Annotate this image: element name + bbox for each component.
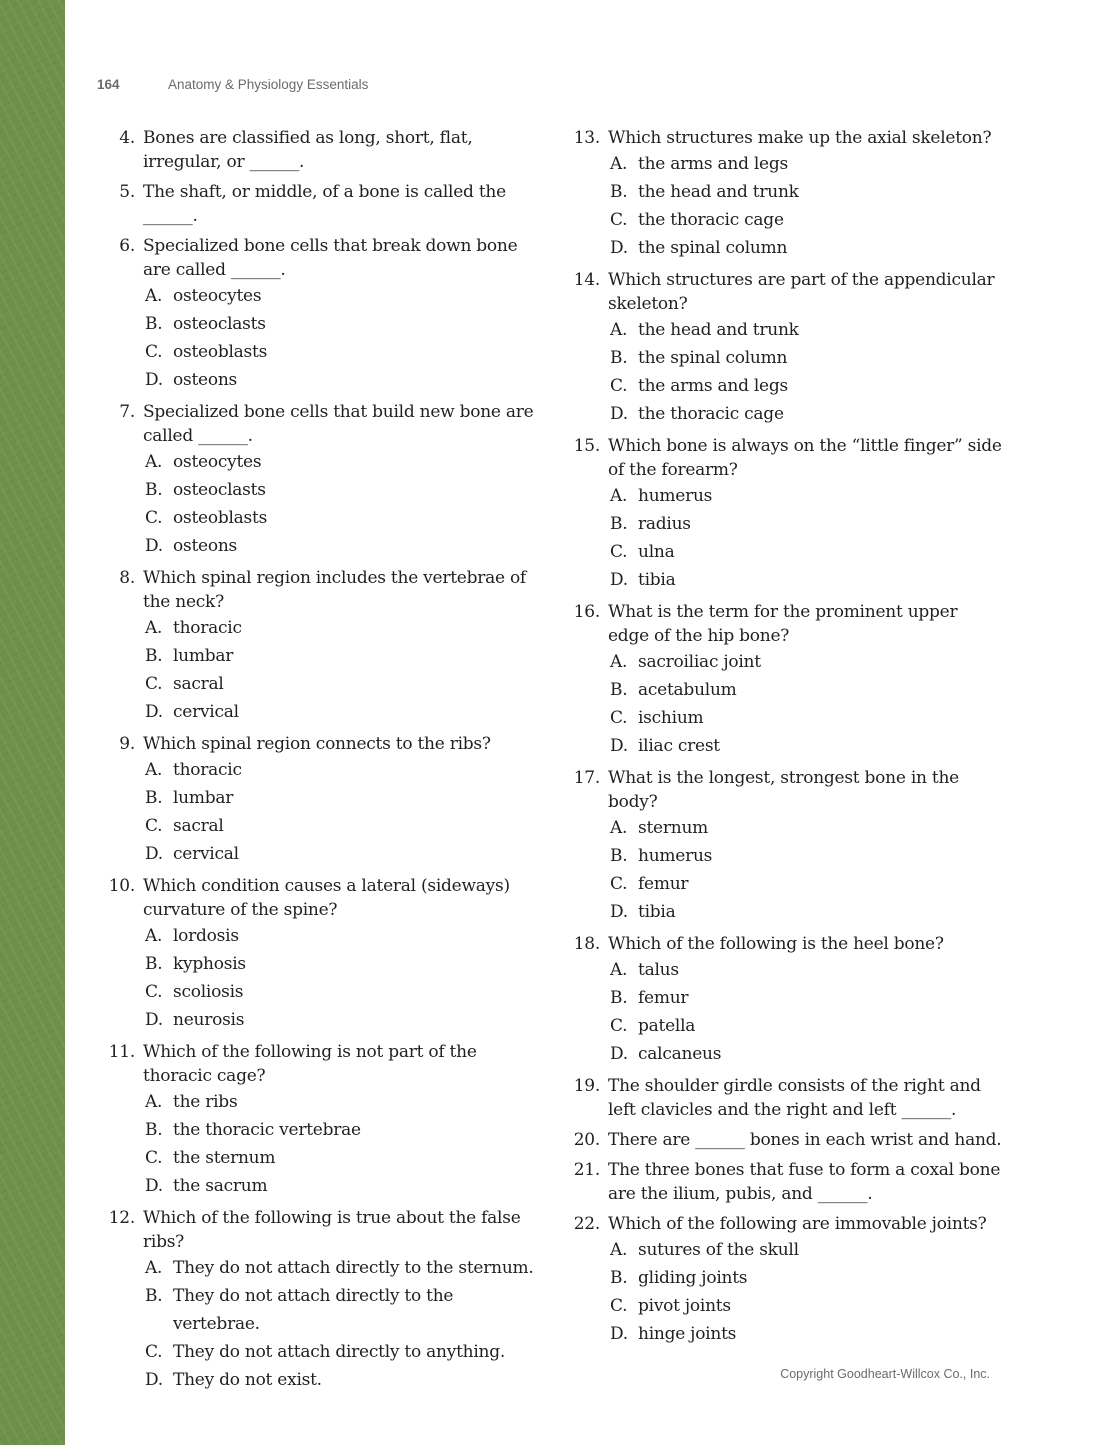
option-text: the spinal column — [638, 348, 788, 368]
answer-option — [97, 1254, 537, 1282]
answer-option — [562, 316, 1002, 344]
answer-options — [562, 956, 1002, 1068]
option-letter: B. — [145, 1286, 163, 1306]
question-text: Specialized bone cells that build new bone are called ______. — [143, 402, 534, 446]
answer-option — [97, 812, 537, 840]
option-letter: C. — [610, 1016, 628, 1036]
option-text: lordosis — [173, 926, 239, 946]
question-stem — [562, 126, 1002, 150]
option-text: sacral — [173, 674, 224, 694]
answer-option — [562, 400, 1002, 428]
question-item — [97, 874, 537, 1034]
option-letter: A. — [610, 154, 628, 174]
option-letter: A. — [610, 486, 628, 506]
answer-option — [562, 814, 1002, 842]
copyright-footer: Copyright Goodheart-Willcox Co., Inc. — [780, 1367, 990, 1381]
question-item — [97, 566, 537, 726]
answer-option — [97, 614, 537, 642]
answer-option — [97, 1088, 537, 1116]
answer-option — [97, 1116, 537, 1144]
question-number: 17. — [573, 768, 600, 788]
question-stem — [97, 732, 537, 756]
option-text: tibia — [638, 902, 676, 922]
option-text: iliac crest — [638, 736, 720, 756]
option-text: osteons — [173, 536, 238, 556]
option-text: sacroiliac joint — [638, 652, 761, 672]
answer-option — [97, 840, 537, 868]
question-number: 19. — [573, 1076, 600, 1096]
option-text: scoliosis — [173, 982, 244, 1002]
question-item — [562, 1128, 1002, 1152]
option-letter: B. — [145, 646, 163, 666]
option-letter: C. — [145, 1342, 163, 1362]
option-letter: B. — [610, 514, 628, 534]
option-text: the ribs — [173, 1092, 238, 1112]
answer-option — [562, 206, 1002, 234]
option-text: lumbar — [173, 788, 234, 808]
option-text: osteons — [173, 370, 238, 390]
question-number: 5. — [119, 182, 135, 202]
option-text: They do not attach directly to the sternum. — [173, 1258, 534, 1278]
question-text: The shaft, or middle, of a bone is called the ______. — [143, 182, 506, 226]
option-text: osteocytes — [173, 286, 262, 306]
option-text: humerus — [638, 846, 713, 866]
answer-options — [97, 1254, 537, 1394]
question-item — [97, 126, 537, 174]
question-stem — [97, 400, 537, 448]
question-stem — [97, 566, 537, 614]
answer-option — [97, 448, 537, 476]
option-text: the arms and legs — [638, 376, 788, 396]
answer-option — [97, 1006, 537, 1034]
option-letter: D. — [145, 370, 163, 390]
answer-option — [97, 1338, 537, 1366]
option-text: osteocytes — [173, 452, 262, 472]
answer-option — [562, 870, 1002, 898]
option-text: sutures of the skull — [638, 1240, 799, 1260]
option-letter: D. — [610, 736, 628, 756]
question-number: 20. — [573, 1130, 600, 1150]
book-title: Anatomy & Physiology Essentials — [168, 77, 369, 92]
option-letter: B. — [145, 788, 163, 808]
answer-option — [97, 1282, 537, 1338]
question-number: 11. — [108, 1042, 135, 1062]
answer-options — [97, 1088, 537, 1200]
option-letter: C. — [145, 816, 163, 836]
question-stem — [97, 126, 537, 174]
option-letter: D. — [610, 902, 628, 922]
answer-options — [562, 150, 1002, 262]
answer-option — [562, 482, 1002, 510]
option-letter: D. — [145, 702, 163, 722]
answer-option — [97, 366, 537, 394]
page-number: 164 — [97, 77, 120, 92]
option-letter: B. — [610, 182, 628, 202]
answer-option — [97, 504, 537, 532]
option-letter: A. — [145, 286, 163, 306]
option-text: the arms and legs — [638, 154, 788, 174]
question-stem — [97, 874, 537, 922]
answer-option — [562, 234, 1002, 262]
answer-option — [97, 978, 537, 1006]
question-number: 22. — [573, 1214, 600, 1234]
right-column — [562, 126, 1002, 1354]
question-number: 9. — [119, 734, 135, 754]
option-letter: D. — [610, 570, 628, 590]
running-header — [97, 77, 368, 95]
answer-option — [562, 1040, 1002, 1068]
question-number: 13. — [573, 128, 600, 148]
option-text: neurosis — [173, 1010, 245, 1030]
question-text: Which structures make up the axial skeleton? — [608, 128, 992, 148]
question-text: Which of the following is the heel bone? — [608, 934, 944, 954]
option-letter: C. — [145, 1148, 163, 1168]
option-letter: A. — [145, 618, 163, 638]
question-text: Which of the following is true about the false ribs? — [143, 1208, 521, 1252]
option-letter: A. — [145, 926, 163, 946]
option-letter: B. — [145, 1120, 163, 1140]
option-letter: A. — [145, 1092, 163, 1112]
option-letter: C. — [145, 674, 163, 694]
option-letter: A. — [610, 652, 628, 672]
option-letter: A. — [610, 818, 628, 838]
option-letter: A. — [610, 320, 628, 340]
question-item — [562, 1212, 1002, 1348]
option-letter: B. — [610, 846, 628, 866]
option-letter: C. — [610, 542, 628, 562]
answer-option — [97, 950, 537, 978]
answer-option — [97, 642, 537, 670]
option-text: They do not attach directly to anything. — [173, 1342, 506, 1362]
answer-option — [562, 956, 1002, 984]
option-letter: D. — [145, 1370, 163, 1390]
question-item — [562, 932, 1002, 1068]
question-stem — [562, 932, 1002, 956]
option-text: tibia — [638, 570, 676, 590]
answer-options — [97, 614, 537, 726]
answer-option — [97, 476, 537, 504]
question-item — [562, 434, 1002, 594]
answer-option — [562, 372, 1002, 400]
question-number: 8. — [119, 568, 135, 588]
option-text: They do not exist. — [173, 1370, 322, 1390]
question-stem — [97, 234, 537, 282]
option-letter: D. — [610, 404, 628, 424]
answer-option — [562, 704, 1002, 732]
question-text: Which spinal region includes the vertebrae of the neck? — [143, 568, 526, 612]
option-letter: A. — [610, 960, 628, 980]
answer-options — [562, 648, 1002, 760]
option-text: cervical — [173, 844, 239, 864]
option-letter: C. — [610, 708, 628, 728]
option-text: sternum — [638, 818, 709, 838]
answer-option — [562, 566, 1002, 594]
question-number: 12. — [108, 1208, 135, 1228]
option-text: osteoblasts — [173, 342, 268, 362]
option-letter: B. — [145, 480, 163, 500]
answer-option — [562, 648, 1002, 676]
option-letter: D. — [610, 1044, 628, 1064]
option-letter: D. — [145, 844, 163, 864]
question-stem — [562, 600, 1002, 648]
question-stem — [562, 434, 1002, 482]
option-letter: C. — [610, 376, 628, 396]
answer-option — [562, 898, 1002, 926]
option-text: thoracic — [173, 618, 242, 638]
option-text: humerus — [638, 486, 713, 506]
question-text: Which structures are part of the appendicular skeleton? — [608, 270, 995, 314]
option-text: They do not attach directly to the vertebrae. — [173, 1286, 454, 1334]
option-letter: B. — [610, 680, 628, 700]
answer-option — [562, 842, 1002, 870]
option-text: ischium — [638, 708, 704, 728]
answer-option — [562, 676, 1002, 704]
answer-option — [97, 922, 537, 950]
option-text: gliding joints — [638, 1268, 748, 1288]
answer-option — [97, 310, 537, 338]
question-number: 15. — [573, 436, 600, 456]
answer-option — [562, 538, 1002, 566]
answer-option — [562, 344, 1002, 372]
option-letter: D. — [145, 536, 163, 556]
answer-option — [562, 510, 1002, 538]
option-text: the thoracic cage — [638, 404, 784, 424]
question-item — [97, 180, 537, 228]
option-letter: D. — [145, 1176, 163, 1196]
question-stem — [562, 1074, 1002, 1122]
option-text: the head and trunk — [638, 182, 799, 202]
answer-option — [97, 532, 537, 560]
option-letter: C. — [145, 982, 163, 1002]
option-letter: B. — [145, 314, 163, 334]
question-text: What is the term for the prominent upper edge of the hip bone? — [608, 602, 958, 646]
option-letter: C. — [610, 874, 628, 894]
question-text: Bones are classified as long, short, flat, irregular, or ______. — [143, 128, 473, 172]
option-letter: A. — [145, 452, 163, 472]
answer-option — [562, 150, 1002, 178]
option-text: pivot joints — [638, 1296, 731, 1316]
option-letter: A. — [145, 760, 163, 780]
answer-options — [97, 922, 537, 1034]
green-page-edge — [0, 0, 65, 1445]
question-item — [97, 732, 537, 868]
question-item — [562, 268, 1002, 428]
question-text: There are ______ bones in each wrist and hand. — [608, 1130, 1002, 1150]
question-number: 18. — [573, 934, 600, 954]
question-number: 10. — [108, 876, 135, 896]
question-number: 7. — [119, 402, 135, 422]
answer-option — [97, 1366, 537, 1394]
option-text: talus — [638, 960, 679, 980]
answer-option — [97, 1172, 537, 1200]
option-letter: C. — [145, 508, 163, 528]
question-item — [562, 1158, 1002, 1206]
question-stem — [97, 180, 537, 228]
option-letter: B. — [610, 988, 628, 1008]
answer-option — [562, 1320, 1002, 1348]
option-text: femur — [638, 988, 689, 1008]
option-text: the thoracic vertebrae — [173, 1120, 361, 1140]
answer-option — [562, 984, 1002, 1012]
question-number: 16. — [573, 602, 600, 622]
option-text: thoracic — [173, 760, 242, 780]
option-text: acetabulum — [638, 680, 737, 700]
option-letter: B. — [610, 1268, 628, 1288]
answer-option — [97, 282, 537, 310]
option-text: hinge joints — [638, 1324, 737, 1344]
option-text: the sacrum — [173, 1176, 268, 1196]
answer-option — [562, 178, 1002, 206]
answer-option — [97, 670, 537, 698]
answer-option — [562, 1236, 1002, 1264]
question-number: 6. — [119, 236, 135, 256]
answer-options — [97, 282, 537, 394]
option-letter: D. — [610, 238, 628, 258]
option-text: the sternum — [173, 1148, 276, 1168]
option-text: lumbar — [173, 646, 234, 666]
left-column — [97, 126, 537, 1400]
option-text: osteoblasts — [173, 508, 268, 528]
option-text: calcaneus — [638, 1044, 722, 1064]
option-text: the spinal column — [638, 238, 788, 258]
answer-options — [562, 316, 1002, 428]
answer-option — [562, 1012, 1002, 1040]
option-text: patella — [638, 1016, 696, 1036]
answer-options — [562, 814, 1002, 926]
question-stem — [562, 1128, 1002, 1152]
question-item — [562, 600, 1002, 760]
question-number: 21. — [573, 1160, 600, 1180]
question-text: The shoulder girdle consists of the right and left clavicles and the right and left ______. — [608, 1076, 981, 1120]
question-text: The three bones that fuse to form a coxal bone are the ilium, pubis, and ______. — [608, 1160, 1001, 1204]
question-text: Which of the following is not part of the thoracic cage? — [143, 1042, 477, 1086]
answer-option — [97, 1144, 537, 1172]
question-text: Which bone is always on the “little finger” side of the forearm? — [608, 436, 1002, 480]
option-text: the head and trunk — [638, 320, 799, 340]
option-text: femur — [638, 874, 689, 894]
answer-option — [562, 732, 1002, 760]
question-number: 14. — [573, 270, 600, 290]
question-stem — [97, 1040, 537, 1088]
answer-option — [97, 784, 537, 812]
question-stem — [562, 1158, 1002, 1206]
question-item — [562, 126, 1002, 262]
answer-option — [562, 1264, 1002, 1292]
answer-option — [562, 1292, 1002, 1320]
question-item — [97, 1040, 537, 1200]
question-text: What is the longest, strongest bone in the body? — [608, 768, 959, 812]
option-letter: A. — [145, 1258, 163, 1278]
question-item — [562, 1074, 1002, 1122]
option-text: ulna — [638, 542, 675, 562]
option-letter: D. — [145, 1010, 163, 1030]
question-text: Which spinal region connects to the ribs? — [143, 734, 491, 754]
answer-option — [97, 338, 537, 366]
option-letter: B. — [610, 348, 628, 368]
answer-option — [97, 698, 537, 726]
question-number: 4. — [119, 128, 135, 148]
option-letter: C. — [145, 342, 163, 362]
option-text: cervical — [173, 702, 239, 722]
option-text: kyphosis — [173, 954, 246, 974]
answer-options — [97, 756, 537, 868]
question-text: Which of the following are immovable joints? — [608, 1214, 987, 1234]
option-text: radius — [638, 514, 691, 534]
answer-options — [97, 448, 537, 560]
answer-option — [97, 756, 537, 784]
question-item — [97, 234, 537, 394]
question-item — [97, 1206, 537, 1394]
option-text: sacral — [173, 816, 224, 836]
question-stem — [562, 1212, 1002, 1236]
question-item — [562, 766, 1002, 926]
option-text: the thoracic cage — [638, 210, 784, 230]
option-text: osteoclasts — [173, 480, 266, 500]
option-letter: B. — [145, 954, 163, 974]
answer-options — [562, 1236, 1002, 1348]
question-stem — [97, 1206, 537, 1254]
question-text: Which condition causes a lateral (sideways) curvature of the spine? — [143, 876, 510, 920]
option-text: osteoclasts — [173, 314, 266, 334]
option-letter: D. — [610, 1324, 628, 1344]
answer-options — [562, 482, 1002, 594]
option-letter: C. — [610, 1296, 628, 1316]
question-text: Specialized bone cells that break down bone are called ______. — [143, 236, 518, 280]
question-stem — [562, 766, 1002, 814]
option-letter: A. — [610, 1240, 628, 1260]
question-stem — [562, 268, 1002, 316]
question-item — [97, 400, 537, 560]
option-letter: C. — [610, 210, 628, 230]
